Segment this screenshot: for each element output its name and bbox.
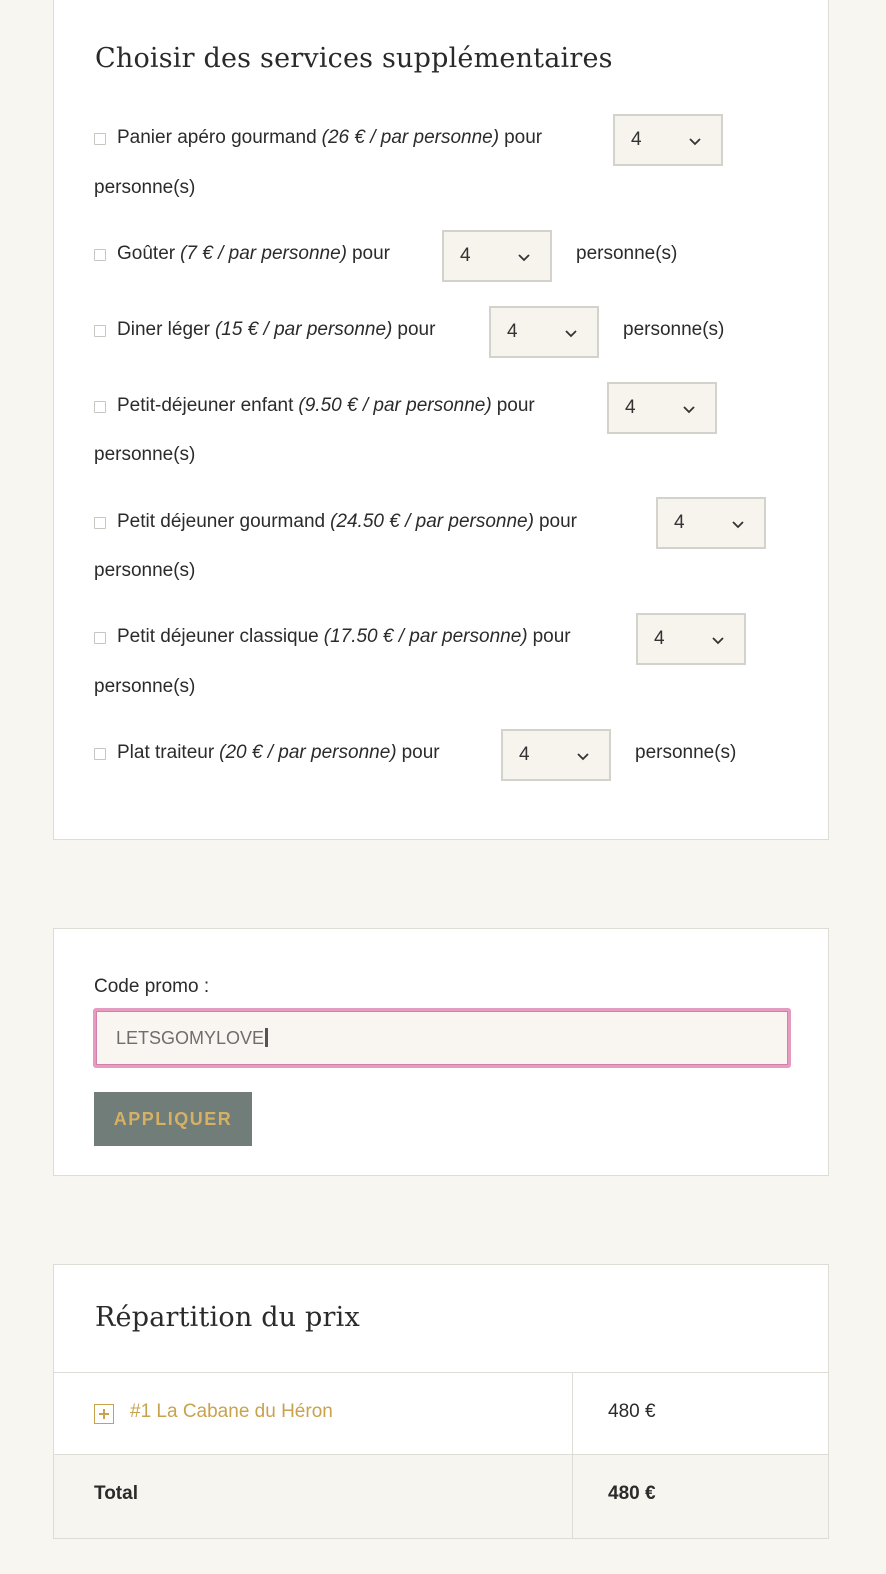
chevron-down-icon (689, 136, 701, 146)
service-checkbox[interactable] (94, 401, 106, 413)
service-item (94, 728, 440, 778)
service-price: (24.50 € / par personne) (330, 511, 534, 532)
pour-label: pour (401, 742, 440, 763)
persons-label: personne(s) (94, 177, 196, 198)
service-item (94, 305, 435, 355)
service-checkbox[interactable] (94, 748, 106, 760)
pour-label: pour (496, 395, 535, 416)
services-title: Choisir des services supplémentaires (95, 43, 613, 74)
service-checkbox[interactable] (94, 249, 106, 261)
service-price: (26 € / par personne) (321, 127, 500, 148)
service-price: (7 € / par personne) (180, 243, 347, 264)
service-name: Petit déjeuner gourmand (117, 511, 326, 532)
apply-button[interactable]: APPLIQUER (94, 1092, 252, 1146)
service-checkbox[interactable] (94, 325, 106, 337)
persons-label: personne(s) (635, 742, 737, 763)
pour-label: pour (351, 243, 390, 264)
quantity-select[interactable] (442, 230, 552, 282)
persons-label: personne(s) (94, 560, 196, 581)
table-column-divider (572, 1372, 573, 1538)
service-item (94, 497, 577, 547)
quantity-select[interactable] (636, 613, 746, 665)
promo-code-input[interactable] (93, 1008, 791, 1068)
total-row-background (54, 1455, 828, 1538)
service-price: (9.50 € / par personne) (298, 395, 492, 416)
chevron-down-icon (565, 328, 577, 338)
quantity-value: 4 (654, 628, 665, 649)
price-row-label[interactable]: #1 La Cabane du Héron (130, 1401, 333, 1422)
pour-label: pour (538, 511, 577, 532)
price-row-amount: 480 € (608, 1401, 656, 1422)
chevron-down-icon (683, 404, 695, 414)
quantity-select[interactable] (656, 497, 766, 549)
quantity-value: 4 (519, 744, 530, 765)
persons-label: personne(s) (94, 676, 196, 697)
service-item (94, 612, 571, 662)
service-item (94, 113, 542, 163)
quantity-value: 4 (631, 129, 642, 150)
quantity-value: 4 (460, 245, 471, 266)
chevron-down-icon (577, 751, 589, 761)
service-price: (17.50 € / par personne) (323, 626, 528, 647)
persons-label: personne(s) (576, 243, 678, 264)
service-name: Goûter (117, 243, 176, 264)
service-item (94, 381, 535, 431)
service-price: (20 € / par personne) (219, 742, 397, 763)
table-divider (54, 1454, 828, 1455)
pour-label: pour (397, 319, 436, 340)
service-name: Petit-déjeuner enfant (117, 395, 294, 416)
service-item (94, 229, 390, 279)
quantity-select[interactable] (501, 729, 611, 781)
expand-plus-icon[interactable] (94, 1404, 114, 1424)
promo-label: Code promo : (94, 976, 210, 997)
service-checkbox[interactable] (94, 133, 106, 145)
total-amount: 480 € (608, 1483, 656, 1504)
service-checkbox[interactable] (94, 517, 106, 529)
service-price: (15 € / par personne) (214, 319, 393, 340)
promo-card (53, 928, 829, 1176)
quantity-value: 4 (625, 397, 636, 418)
persons-label: personne(s) (94, 444, 196, 465)
service-name: Plat traiteur (117, 742, 215, 763)
service-checkbox[interactable] (94, 632, 106, 644)
chevron-down-icon (712, 635, 724, 645)
chevron-down-icon (732, 519, 744, 529)
quantity-value: 4 (674, 512, 685, 533)
service-name: Diner léger (117, 319, 210, 340)
service-name: Panier apéro gourmand (117, 127, 317, 148)
quantity-select[interactable] (489, 306, 599, 358)
text-cursor (265, 1028, 268, 1047)
price-breakdown-card (53, 1264, 829, 1539)
promo-code-value: LETSGOMYLOVE (116, 1028, 265, 1048)
total-label: Total (94, 1483, 138, 1504)
table-divider (54, 1372, 828, 1373)
quantity-value: 4 (507, 321, 518, 342)
chevron-down-icon (518, 252, 530, 262)
price-title: Répartition du prix (95, 1302, 360, 1333)
quantity-select[interactable] (607, 382, 717, 434)
persons-label: personne(s) (623, 319, 725, 340)
quantity-select[interactable] (613, 114, 723, 166)
pour-label: pour (504, 127, 543, 148)
service-name: Petit déjeuner classique (117, 626, 319, 647)
pour-label: pour (532, 626, 571, 647)
